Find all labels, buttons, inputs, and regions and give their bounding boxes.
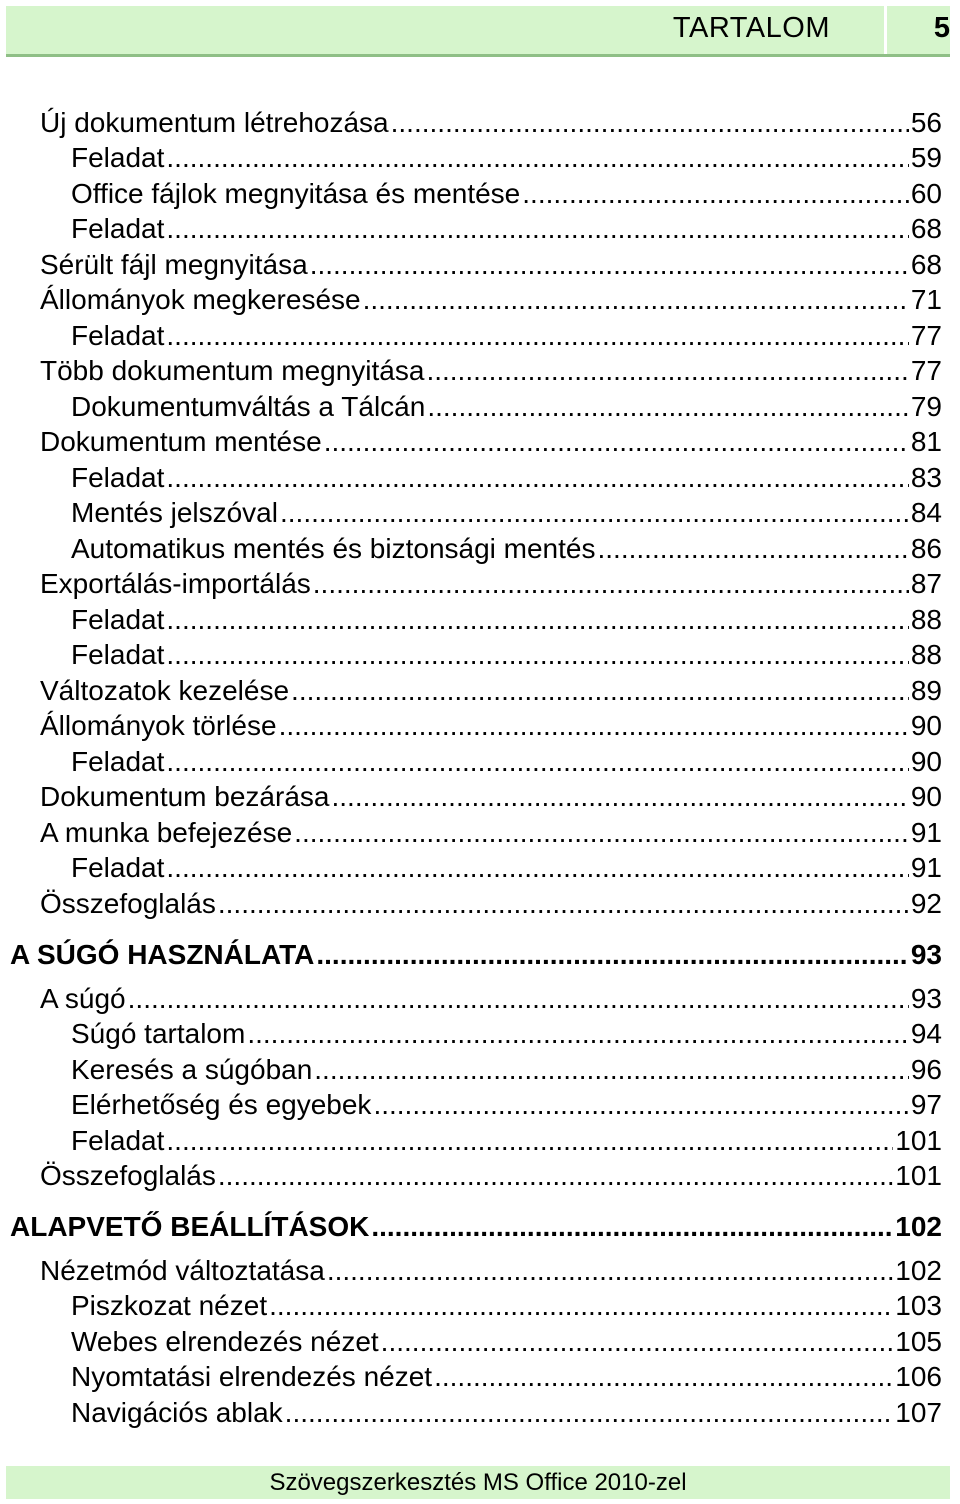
toc-dot-leader <box>316 938 908 972</box>
toc-dot-leader <box>426 354 908 388</box>
toc-dot-leader <box>247 1017 909 1051</box>
toc-entry <box>40 1159 942 1193</box>
toc-entry-page: 91 <box>910 817 942 848</box>
toc-entry-title: Feladat <box>71 639 165 670</box>
toc-entry-page: 68 <box>910 249 942 280</box>
toc-dot-leader <box>166 212 908 246</box>
toc-entry <box>40 709 942 743</box>
toc-dot-leader <box>166 461 908 495</box>
toc-entry-page: 86 <box>910 533 942 564</box>
toc-entry-page: 88 <box>910 639 942 670</box>
toc-entry <box>40 354 942 388</box>
toc-entry <box>71 851 942 885</box>
toc-entry-title: Sérült fájl megnyitása <box>40 249 308 280</box>
toc-entry <box>40 248 942 282</box>
toc-entry-title: Office fájlok megnyitása és mentése <box>71 178 521 209</box>
toc-entry-page: 81 <box>910 426 942 457</box>
toc-dot-leader <box>363 283 909 317</box>
toc-entry <box>40 887 942 921</box>
toc-entry-title: Változatok kezelése <box>40 675 290 706</box>
header-page-number: 5 <box>933 12 950 44</box>
toc-entry <box>71 177 942 211</box>
toc-dot-leader <box>371 1210 893 1244</box>
toc-dot-leader <box>324 425 909 459</box>
toc-entry <box>71 212 942 246</box>
toc-entry-page: 88 <box>910 604 942 635</box>
toc-entry <box>40 780 942 814</box>
toc-entry-title: Keresés a súgóban <box>71 1054 313 1085</box>
toc-entry-title: Feladat <box>71 320 165 351</box>
toc-dot-leader <box>522 177 909 211</box>
toc-entry-page: 60 <box>910 178 942 209</box>
toc-dot-leader <box>166 319 908 353</box>
toc-dot-leader <box>391 106 909 140</box>
toc-dot-leader <box>434 1360 893 1394</box>
toc-dot-leader <box>597 532 908 566</box>
toc-entry-page: 87 <box>910 568 942 599</box>
toc-entry <box>40 674 942 708</box>
toc-dot-leader <box>427 390 909 424</box>
toc-entry-page: 84 <box>910 497 942 528</box>
toc-entry-title: Új dokumentum létrehozása <box>40 107 389 138</box>
toc-dot-leader <box>218 1159 893 1193</box>
toc-dot-leader <box>166 1124 893 1158</box>
toc-entry-title: Navigációs ablak <box>71 1397 283 1428</box>
toc-entry-page: 106 <box>895 1361 942 1392</box>
toc-dot-leader <box>331 780 908 814</box>
toc-entry-page: 56 <box>910 107 942 138</box>
toc-entry-title: Dokumentumváltás a Tálcán <box>71 391 426 422</box>
toc-entry-page: 101 <box>895 1160 942 1191</box>
toc-dot-leader <box>166 851 908 885</box>
toc-entry <box>40 816 942 850</box>
toc-entry <box>71 1017 942 1051</box>
toc-dot-leader <box>166 603 908 637</box>
toc-entry <box>40 283 942 317</box>
toc-entry-title: Exportálás-importálás <box>40 568 311 599</box>
toc-entry-title: Nézetmód változtatása <box>40 1255 325 1286</box>
header-title: TARTALOM <box>672 12 830 44</box>
toc-entry-page: 79 <box>910 391 942 422</box>
toc-entry-page: 68 <box>910 213 942 244</box>
toc-dot-leader <box>279 709 909 743</box>
toc-entry-title: Feladat <box>71 604 165 635</box>
toc-entry-title: Feladat <box>71 1125 165 1156</box>
page-footer <box>6 1466 950 1499</box>
toc-entry-page: 103 <box>895 1290 942 1321</box>
toc-entry <box>71 496 942 530</box>
toc-entry-title: Feladat <box>71 142 165 173</box>
toc-entry-page: 77 <box>910 320 942 351</box>
toc-entry-page: 93 <box>910 939 942 970</box>
toc-entry <box>71 390 942 424</box>
toc-entry-page: 105 <box>895 1326 942 1357</box>
toc-entry-page: 102 <box>895 1255 942 1286</box>
toc-entry-title: Állományok törlése <box>40 710 277 741</box>
toc-dot-leader <box>381 1325 894 1359</box>
toc-entry <box>40 425 942 459</box>
toc-entry <box>71 1124 942 1158</box>
toc-dot-leader <box>373 1088 908 1122</box>
toc-entry-page: 83 <box>910 462 942 493</box>
toc-entry-page: 97 <box>910 1089 942 1120</box>
toc-entry-title: Feladat <box>71 852 165 883</box>
toc-entry <box>40 567 942 601</box>
toc-entry <box>71 1360 942 1394</box>
toc-entry-title: Automatikus mentés és biztonsági mentés <box>71 533 596 564</box>
toc-dot-leader <box>166 745 908 779</box>
toc-entry-page: 90 <box>910 710 942 741</box>
toc-entry-page: 93 <box>910 983 942 1014</box>
toc-dot-leader <box>314 1053 909 1087</box>
toc-entry-title: Feladat <box>71 213 165 244</box>
toc-entry <box>40 1254 942 1288</box>
toc-entry-page: 102 <box>895 1211 942 1242</box>
toc-dot-leader <box>280 496 909 530</box>
toc-dot-leader <box>291 674 909 708</box>
toc-entry <box>71 603 942 637</box>
toc-entry <box>71 532 942 566</box>
toc-entry-title: Dokumentum bezárása <box>40 781 330 812</box>
toc-entry-title: Piszkozat nézet <box>71 1290 268 1321</box>
toc-entry-title: Feladat <box>71 746 165 777</box>
toc-entry-title: Súgó tartalom <box>71 1018 246 1049</box>
toc-chapter-entry <box>10 938 942 972</box>
toc-entry-page: 101 <box>895 1125 942 1156</box>
toc-entry <box>71 1053 942 1087</box>
toc-entry <box>71 638 942 672</box>
toc-entry <box>71 1289 942 1323</box>
toc-entry-title: Dokumentum mentése <box>40 426 322 457</box>
toc-dot-leader <box>269 1289 893 1323</box>
toc-entry-page: 90 <box>910 746 942 777</box>
toc-entry-title: Összefoglalás <box>40 1160 216 1191</box>
toc-dot-leader <box>313 567 909 601</box>
toc-entry-page: 96 <box>910 1054 942 1085</box>
toc-dot-leader <box>166 141 908 175</box>
toc-entry <box>71 461 942 495</box>
toc-dot-leader <box>128 982 909 1016</box>
toc-dot-leader <box>294 816 909 850</box>
toc-entry-page: 92 <box>910 888 942 919</box>
toc-entry-page: 77 <box>910 355 942 386</box>
toc-entry-title: Feladat <box>71 462 165 493</box>
toc-entry-title: Nyomtatási elrendezés nézet <box>71 1361 433 1392</box>
toc-chapter-entry <box>10 1210 942 1244</box>
toc-entry-title: A SÚGÓ HASZNÁLATA <box>10 939 315 970</box>
toc-dot-leader <box>310 248 909 282</box>
toc-entry-title: Elérhetőség és egyebek <box>71 1089 372 1120</box>
toc-entry <box>71 141 942 175</box>
toc-entry-title: Mentés jelszóval <box>71 497 278 528</box>
toc-entry <box>71 1396 942 1430</box>
toc-entry-title: Webes elrendezés nézet <box>71 1326 379 1357</box>
toc-entry-title: A súgó <box>40 983 126 1014</box>
toc-entry <box>40 106 942 140</box>
toc-entry-page: 107 <box>895 1397 942 1428</box>
toc-entry-title: Összefoglalás <box>40 888 216 919</box>
toc-entry <box>71 1325 942 1359</box>
footer-text: Szövegszerkesztés MS Office 2010-zel <box>269 1469 687 1496</box>
toc-entry-page: 59 <box>910 142 942 173</box>
toc-dot-leader <box>166 638 908 672</box>
toc-entry-title: ALAPVETŐ BEÁLLÍTÁSOK <box>10 1211 370 1242</box>
toc-entry-page: 89 <box>910 675 942 706</box>
toc-entry-page: 71 <box>910 284 942 315</box>
toc-entry-page: 91 <box>910 852 942 883</box>
toc-dot-leader <box>327 1254 893 1288</box>
toc-entry-title: Több dokumentum megnyitása <box>40 355 425 386</box>
toc-dot-leader <box>285 1396 894 1430</box>
toc-entry <box>71 745 942 779</box>
toc-entry-page: 90 <box>910 781 942 812</box>
toc-dot-leader <box>218 887 909 921</box>
toc-entry-title: A munka befejezése <box>40 817 293 848</box>
toc-entry <box>71 319 942 353</box>
toc-entry <box>71 1088 942 1122</box>
toc-entry-title: Állományok megkeresése <box>40 284 361 315</box>
toc-entry-page: 94 <box>910 1018 942 1049</box>
toc-entry <box>40 982 942 1016</box>
